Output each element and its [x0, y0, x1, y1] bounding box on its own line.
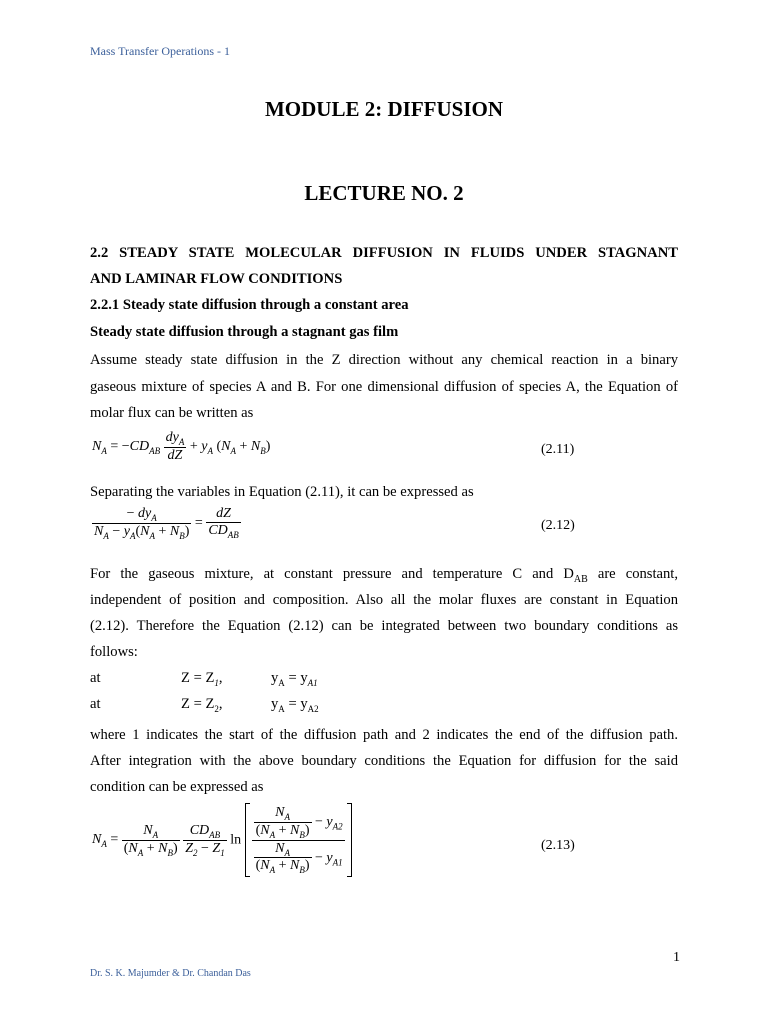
footer-authors: Dr. S. K. Majumder & Dr. Chandan Das — [90, 968, 251, 979]
bc-z2: $Z = Z_2$, — [181, 696, 223, 714]
paragraph-line: After integration with the above boundary conditions the Equation for diffusion for the said — [90, 753, 678, 769]
module-title: MODULE 2: DIFFUSION — [264, 97, 503, 121]
page-number: 1 — [673, 950, 680, 965]
lecture-title: LECTURE NO. 2 — [304, 181, 464, 205]
paragraph-line: For the gaseous mixture, at constant pressure and temperature C and $D_{AB}$ are constant, — [90, 566, 678, 585]
paragraph-line: Assume steady state diffusion in the Z direction without any chemical reaction in a binary — [90, 352, 678, 368]
equation-number: (2.13) — [541, 838, 575, 853]
bc-z1: $Z = Z_1$, — [181, 670, 223, 688]
paragraph-line: Separating the variables in Equation (2.11), it can be expressed as — [90, 484, 474, 500]
section-heading-line2: AND LAMINAR FLOW CONDITIONS — [90, 271, 343, 287]
paragraph-line: gaseous mixture of species A and B. For one dimensional diffusion of species A, the Equation of — [90, 379, 678, 395]
bc-label: at — [90, 696, 101, 712]
equation-2-13: $N_A$ = $\frac{N_A}{(N_A + N_B)}$ $\frac{CD_{AB}}{Z_2 - Z_1}$ ln $\frac{N_A}{(N_A + N_B)}$ − $y_{A2}$ $\frac{N_A}{(N_A + N_B)}$ − $y_{A1}$ — [92, 803, 352, 877]
equation-2-11: $N_A = -CD_{AB}$ $\frac{dy_A}{dZ}$ + $y_A$ $(N_A + N_B)$ — [92, 430, 271, 463]
running-header: Mass Transfer Operations - 1 — [90, 44, 230, 58]
paragraph-line: condition can be expressed as — [90, 779, 264, 795]
subsection-heading: 2.2.1 Steady state diffusion through a constant area — [90, 297, 409, 313]
equation-number: (2.12) — [541, 518, 575, 533]
bc-y1: $y_A = y_{A1}$ — [271, 670, 318, 688]
subheading: Steady state diffusion through a stagnant gas film — [90, 324, 399, 340]
paragraph-line: follows: — [90, 644, 138, 660]
equation-2-12: $\frac{- dy_A}{N_A - y_A(N_A + N_B)}$ = $\frac{dZ}{CD_{AB}}$ — [94, 506, 239, 541]
equation-number: (2.11) — [541, 442, 575, 457]
section-heading-line1: 2.2 STEADY STATE MOLECULAR DIFFUSION IN FLUIDS UNDER STAGNANT — [90, 245, 678, 261]
paragraph-line: independent of position and composition. Also all the molar fluxes are constant in Equation — [90, 592, 678, 608]
paragraph-line: where 1 indicates the start of the diffusion path and 2 indicates the end of the diffusion path. — [90, 727, 678, 743]
paragraph-line: molar flux can be written as — [90, 405, 254, 421]
bc-y2: $y_A = y_{A2}$ — [271, 696, 319, 714]
bc-label: at — [90, 670, 101, 686]
paragraph-line: (2.12). Therefore the Equation (2.12) can be integrated between two boundary conditions as — [90, 618, 678, 634]
